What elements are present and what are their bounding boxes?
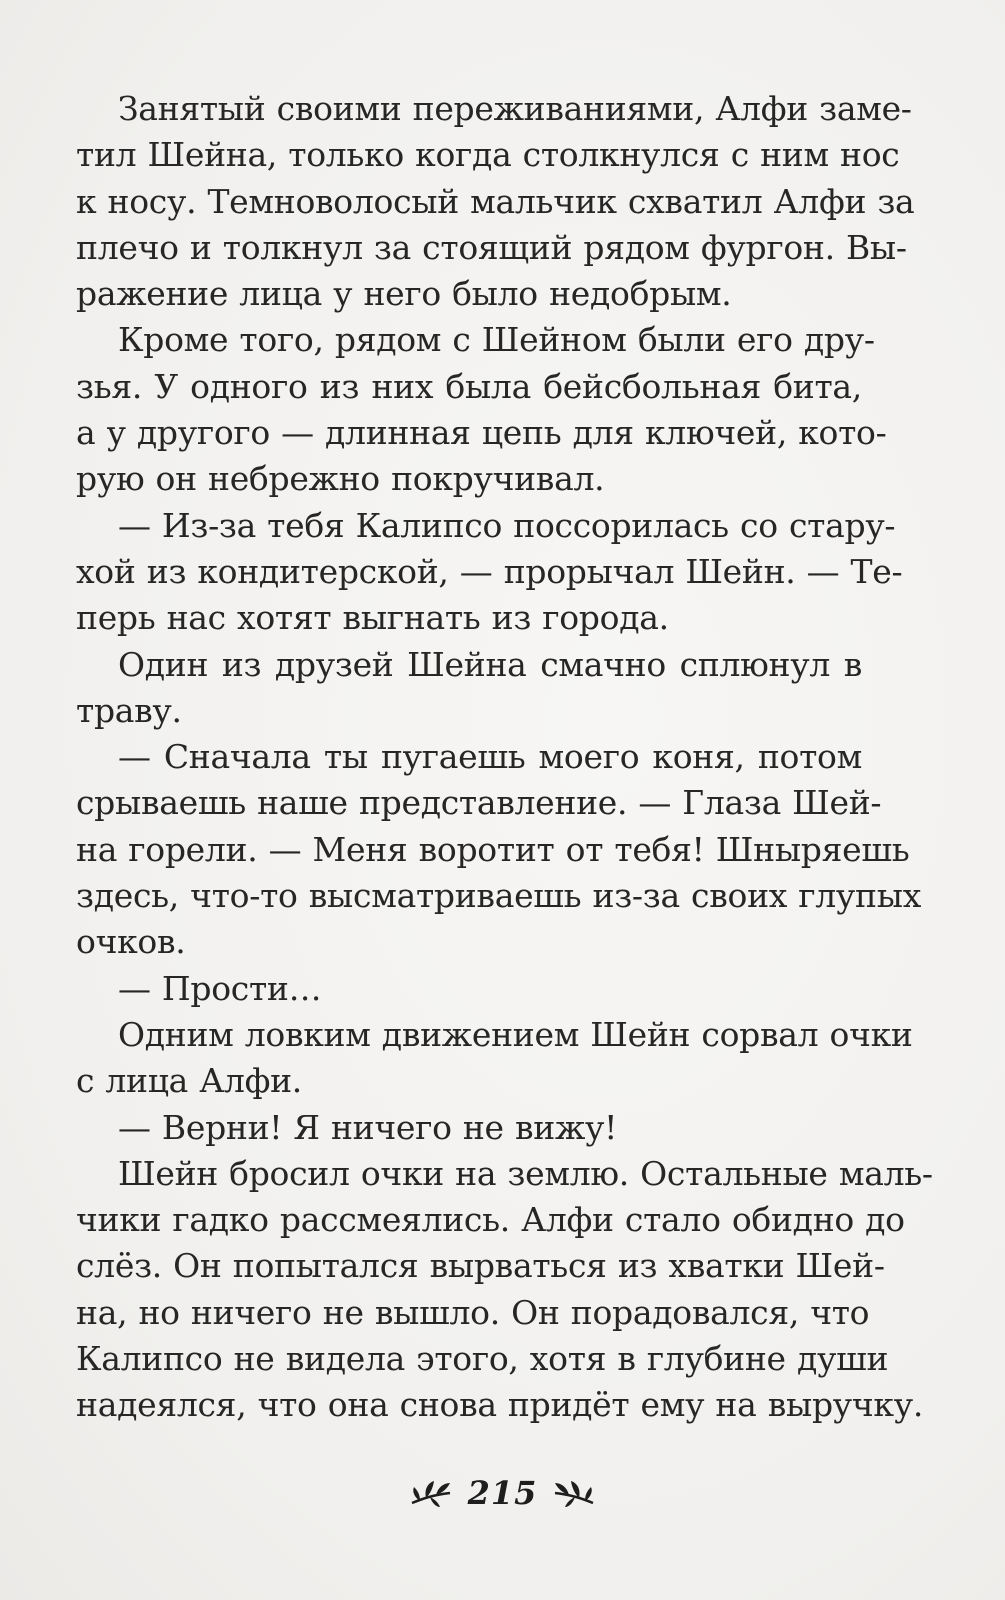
- text-line: надеялся, что она снова придёт ему на выручку.: [76, 1385, 924, 1425]
- paragraph: [76, 734, 922, 965]
- text-line: хой из кондитерской, — прорычал Шейн. — Те-: [76, 551, 903, 591]
- text-line: тил Шейна, только когда столкнулся с ним нос: [76, 135, 900, 175]
- text-line: срываешь наше представление. — Глаза Шей-: [76, 783, 882, 823]
- text-line: — Сначала ты пугаешь моего коня, потом: [118, 737, 862, 777]
- text-line: Одним ловким движением Шейн сорвал очки: [118, 1014, 913, 1054]
- text-line: на горели. — Меня воротит от тебя! Шныряешь: [76, 829, 910, 869]
- paragraph: [76, 86, 915, 317]
- paragraph: [76, 1105, 862, 1151]
- paragraph: [76, 642, 862, 735]
- paragraph: [76, 317, 887, 502]
- leaf-sprig-icon: [406, 1473, 456, 1513]
- text-line: Кроме того, рядом с Шейном были его дру-: [118, 320, 875, 360]
- text-line: Калипсо не видела этого, хотя в глубине души: [76, 1339, 889, 1379]
- text-line: Занятый своими переживаниями, Алфи заме-: [118, 89, 912, 128]
- leaf-sprig-icon: [549, 1473, 599, 1513]
- text-line: очков.: [76, 922, 186, 962]
- text-line: — Из-за тебя Калипсо поссорилась со стару-: [118, 505, 896, 545]
- paragraph: [76, 1012, 913, 1105]
- text-line: здесь, что-то высматриваешь из-за своих глупых: [76, 876, 922, 916]
- text-line: Один из друзей Шейна смачно сплюнул в: [118, 644, 862, 684]
- text-line: к носу. Темноволосый мальчик схватил Алфи за: [76, 181, 915, 221]
- text-line: на, но ничего не вышло. Он порадовался, что: [76, 1292, 870, 1332]
- paragraph: [76, 503, 903, 642]
- page-footer: [0, 1468, 1005, 1518]
- text-line: с лица Алфи.: [76, 1061, 302, 1101]
- text-line: рую он небрежно покручивал.: [76, 459, 605, 499]
- text-line: — Верни! Я ничего не вижу!: [118, 1107, 618, 1147]
- text-line: чики гадко рассмеялись. Алфи стало обидно до: [76, 1200, 905, 1240]
- text-line: плечо и толкнул за стоящий рядом фургон. Вы-: [76, 227, 907, 267]
- text-line: — Прости…: [118, 968, 322, 1008]
- page-number: 215: [467, 1474, 538, 1512]
- paragraph: [76, 966, 862, 1012]
- text-line: Шейн бросил очки на землю. Остальные маль-: [118, 1153, 933, 1193]
- text-line: а у другого — длинная цепь для ключей, кото-: [76, 413, 887, 453]
- text-line: траву.: [76, 690, 182, 730]
- text-line: зья. У одного из них была бейсбольная бита,: [76, 366, 862, 406]
- text-line: слёз. Он попытался вырваться из хватки Шей-: [76, 1246, 885, 1286]
- text-line: ражение лица у него было недобрым.: [76, 274, 732, 314]
- paragraph: [76, 1151, 933, 1429]
- body-text: [76, 86, 933, 1429]
- text-line: перь нас хотят выгнать из города.: [76, 598, 669, 638]
